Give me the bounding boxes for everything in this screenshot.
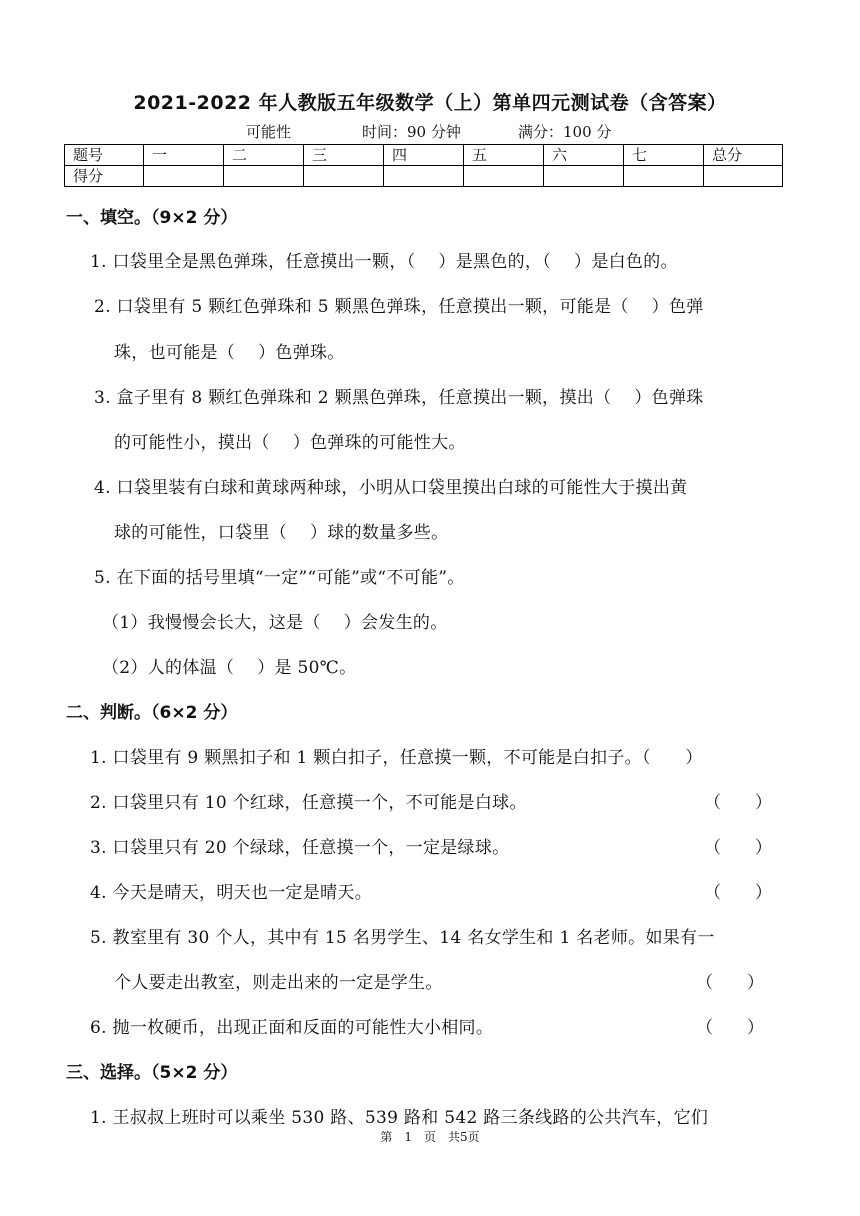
question-1-4-line1: 4. 口袋里装有白球和黄球两种球，小明从口袋里摸出白球的可能性大于摸出黄 (94, 478, 688, 498)
header-cell: 四 (384, 145, 464, 166)
page-footer: 第 1 页 共5页 (380, 1130, 480, 1144)
score-table-header (65, 145, 783, 166)
header-cell: 总分 (704, 145, 783, 166)
score-cell[interactable] (704, 166, 783, 187)
score-cell[interactable] (224, 166, 304, 187)
question-2-3: 3. 口袋里只有 20 个绿球，任意摸一个，一定是绿球。 (90, 838, 510, 858)
question-1-5-1: （1）我慢慢会长大，这是（ ）会发生的。 (102, 613, 448, 633)
question-2-1: 1. 口袋里有 9 颗黑扣子和 1 颗白扣子，任意摸一颗，不可能是白扣子。（ ） (90, 748, 703, 768)
score-cell[interactable] (544, 166, 624, 187)
question-1-2-line1: 2. 口袋里有 5 颗红色弹珠和 5 颗黑色弹珠，任意摸出一颗，可能是（ ）色弹 (94, 297, 704, 317)
header-cell: 三 (304, 145, 384, 166)
question-3-1-line1: 1. 王叔叔上班时可以乘坐 530 路、539 路和 542 路三条线路的公共汽车，它们 (90, 1108, 709, 1128)
answer-blank-2-3[interactable]: （ ） (704, 838, 772, 858)
section-2-title: 二、判断。（6×2 分） (66, 703, 238, 723)
header-cell: 七 (624, 145, 704, 166)
question-2-6: 6. 抛一枚硬币，出现正面和反面的可能性大小相同。 (90, 1018, 494, 1038)
question-2-5-line1: 5. 教室里有 30 个人，其中有 15 名男学生、14 名女学生和 1 名老师。如果有一 (90, 928, 715, 948)
question-1-4-line2: 球的可能性，口袋里（ ）球的数量多些。 (114, 523, 449, 543)
row-label: 得分 (65, 166, 144, 187)
answer-blank-2-6[interactable]: （ ） (696, 1018, 764, 1038)
page-title: 2021-2022 年人教版五年级数学（上）第单四元测试卷（含答案） (133, 92, 727, 114)
answer-blank-2-2[interactable]: （ ） (704, 793, 772, 813)
score-table-row (65, 166, 783, 187)
header-cell: 六 (544, 145, 624, 166)
time-limit: 时间：90 分钟 (362, 123, 461, 141)
header-cell: 一 (144, 145, 224, 166)
score-cell[interactable] (144, 166, 224, 187)
full-score: 满分：100 分 (518, 123, 612, 141)
section-1-title: 一、填空。（9×2 分） (66, 208, 238, 228)
answer-blank-2-4[interactable]: （ ） (704, 883, 772, 903)
header-cell: 题号 (65, 145, 144, 166)
question-1-3-line1: 3. 盒子里有 8 颗红色弹珠和 2 颗黑色弹珠，任意摸出一颗，摸出（ ）色弹珠 (94, 388, 704, 408)
question-2-4: 4. 今天是晴天，明天也一定是晴天。 (90, 883, 373, 903)
score-cell[interactable] (624, 166, 704, 187)
question-1-1: 1. 口袋里全是黑色弹珠，任意摸出一颗，（ ）是黑色的，（ ）是白色的。 (90, 252, 678, 272)
header-cell: 二 (224, 145, 304, 166)
unit-name: 可能性 (246, 123, 292, 141)
score-table (64, 144, 783, 187)
score-cell[interactable] (384, 166, 464, 187)
score-cell[interactable] (304, 166, 384, 187)
question-1-5: 5. 在下面的括号里填“一定”“可能”或“不可能”。 (94, 568, 465, 588)
section-3-title: 三、选择。（5×2 分） (66, 1063, 238, 1083)
header-cell: 五 (464, 145, 544, 166)
question-1-5-2: （2）人的体温（ ）是 50℃。 (102, 658, 357, 678)
answer-blank-2-5[interactable]: （ ） (696, 973, 764, 993)
score-cell[interactable] (464, 166, 544, 187)
question-2-5-line2: 个人要走出教室，则走出来的一定是学生。 (114, 973, 443, 993)
question-2-2: 2. 口袋里只有 10 个红球，任意摸一个，不可能是白球。 (90, 793, 527, 813)
question-1-3-line2: 的可能性小，摸出（ ）色弹珠的可能性大。 (114, 433, 466, 453)
question-1-2-line2: 珠，也可能是（ ）色弹珠。 (114, 343, 345, 363)
